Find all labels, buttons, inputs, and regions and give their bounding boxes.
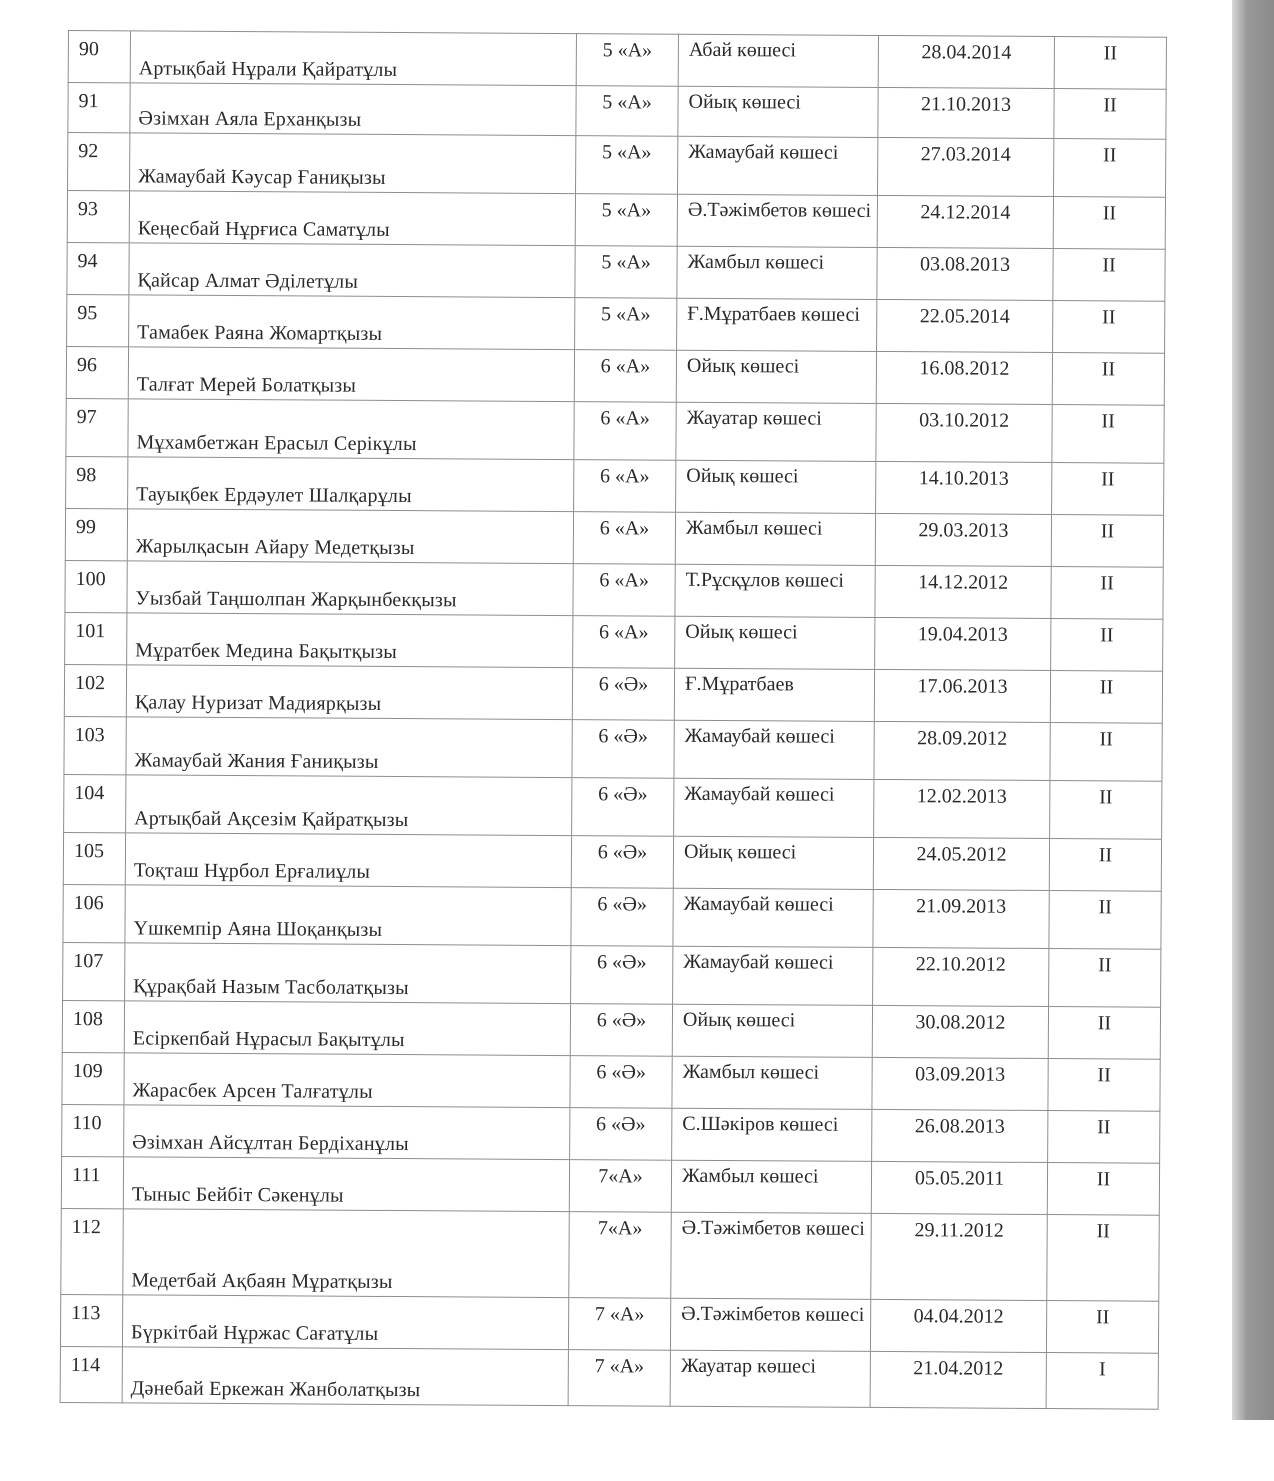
level-cell: II	[1046, 1301, 1158, 1354]
row-number: 104	[64, 774, 126, 832]
student-name: Жарасбек Арсен Талғатұлы	[124, 1053, 570, 1108]
birth-date-cell: 22.05.2014	[877, 299, 1053, 352]
level-cell: II	[1053, 249, 1165, 302]
birth-date-cell: 22.10.2012	[873, 947, 1049, 1006]
class-cell: 6 «Ә»	[572, 778, 674, 837]
table-row	[64, 774, 1162, 839]
student-name: Тамабек Раяна Жомартқызы	[129, 295, 575, 350]
level-cell: II	[1049, 839, 1161, 892]
street-cell: Жамбыл көшесі	[675, 512, 875, 565]
student-name: Тыныс Бейбіт Сәкенұлы	[123, 1157, 569, 1212]
street-cell: Жамаубай көшесі	[673, 888, 873, 947]
row-number: 98	[66, 456, 128, 508]
level-cell: II	[1051, 515, 1163, 568]
level-cell: II	[1051, 619, 1163, 672]
class-cell: 6 «А»	[574, 402, 676, 461]
row-number: 91	[68, 83, 130, 133]
birth-date-cell: 27.03.2014	[878, 137, 1054, 196]
level-cell: II	[1051, 567, 1163, 620]
street-cell: Ә.Тәжімбетов көшесі	[677, 194, 877, 247]
student-name: Жамаубай Жания Ғаниқызы	[126, 717, 572, 778]
class-cell: 5 «А»	[575, 298, 677, 351]
students-table-body	[60, 31, 1166, 1410]
street-cell: Жамаубай көшесі	[674, 720, 874, 779]
birth-date-cell: 14.10.2013	[876, 461, 1052, 514]
level-cell: II	[1049, 949, 1161, 1008]
birth-date-cell: 30.08.2012	[872, 1005, 1048, 1058]
class-cell: 6 «А»	[574, 460, 676, 513]
table-row	[67, 191, 1165, 250]
class-cell: 7«А»	[569, 1160, 671, 1213]
student-name: Тауықбек Ердәулет Шалқарұлы	[128, 457, 574, 512]
class-cell: 6 «Ә»	[571, 888, 673, 947]
birth-date-cell: 14.12.2012	[875, 565, 1051, 618]
table-row	[63, 884, 1161, 949]
class-cell: 7 «А»	[568, 1350, 670, 1407]
level-cell: II	[1050, 671, 1162, 724]
table-row	[60, 1346, 1158, 1409]
street-cell: Т.Рұсқұлов көшесі	[675, 564, 875, 617]
street-cell: Ойық көшесі	[672, 1004, 872, 1057]
row-number: 102	[64, 664, 126, 716]
class-cell: 6 «Ә»	[571, 836, 673, 889]
row-number: 96	[66, 346, 128, 398]
birth-date-cell: 03.10.2012	[876, 403, 1052, 462]
birth-date-cell: 03.09.2013	[872, 1057, 1048, 1110]
birth-date-cell: 05.05.2011	[871, 1161, 1047, 1214]
street-cell: Жамбыл көшесі	[677, 246, 877, 299]
level-cell: II	[1048, 1111, 1160, 1164]
scan-page-edge	[1232, 0, 1274, 1420]
table-row	[66, 346, 1164, 405]
street-cell: Жамбыл көшесі	[671, 1160, 871, 1213]
class-cell: 7«А»	[569, 1212, 672, 1299]
student-name: Қалау Нуризат Мадиярқызы	[126, 665, 572, 720]
class-cell: 5 «А»	[576, 34, 678, 87]
row-number: 103	[64, 716, 126, 774]
level-cell: II	[1048, 1059, 1160, 1112]
table-row	[60, 1294, 1158, 1353]
level-cell: II	[1052, 405, 1164, 464]
birth-date-cell: 21.10.2013	[878, 87, 1054, 138]
class-cell: 6 «Ә»	[571, 946, 673, 1005]
table-row	[62, 1104, 1160, 1163]
birth-date-cell: 26.08.2013	[872, 1109, 1048, 1162]
class-cell: 6 «Ә»	[570, 1004, 672, 1057]
table-row	[62, 1000, 1160, 1059]
street-cell: Жамаубай көшесі	[678, 136, 878, 195]
table-row	[64, 664, 1162, 723]
student-name: Медетбай Ақбаян Мұратқызы	[123, 1209, 570, 1298]
row-number: 90	[68, 31, 130, 83]
street-cell: Абай көшесі	[678, 34, 878, 87]
class-cell: 6 «Ә»	[572, 720, 674, 779]
class-cell: 5 «А»	[575, 246, 677, 299]
student-name: Есіркепбай Нұрасыл Бақытұлы	[124, 1001, 570, 1056]
street-cell: Ә.Тәжімбетов көшесі	[671, 1212, 872, 1299]
row-number: 114	[60, 1346, 122, 1402]
level-cell: II	[1053, 301, 1165, 354]
table-row	[61, 1156, 1159, 1215]
student-name: Бүркітбай Нұржас Сағатұлы	[122, 1295, 568, 1350]
table-row	[67, 242, 1165, 301]
student-name: Мұхамбетжан Ерасыл Серікұлы	[128, 399, 574, 460]
street-cell: Жамбыл көшесі	[672, 1056, 872, 1109]
level-cell: II	[1050, 723, 1162, 782]
street-cell: Ойық көшесі	[676, 460, 876, 513]
student-name: Жарылқасын Айару Медетқызы	[127, 509, 573, 564]
row-number: 106	[63, 884, 125, 942]
street-cell: Ойық көшесі	[675, 616, 875, 669]
row-number: 107	[63, 942, 125, 1000]
row-number: 112	[61, 1208, 124, 1294]
row-number: 109	[62, 1052, 124, 1104]
table-row	[63, 942, 1161, 1007]
class-cell: 5 «А»	[575, 194, 677, 247]
birth-date-cell: 21.09.2013	[873, 889, 1049, 948]
table-row	[68, 133, 1166, 198]
table-row	[66, 456, 1164, 515]
level-cell: II	[1052, 463, 1164, 516]
row-number: 101	[65, 612, 127, 664]
street-cell: Ойық көшесі	[678, 86, 878, 137]
class-cell: 6 «Ә»	[570, 1108, 672, 1161]
class-cell: 6 «А»	[573, 616, 675, 669]
student-name: Артықбай Ақсезім Қайратқызы	[126, 775, 572, 836]
student-name: Мұратбек Медина Бақытқызы	[127, 613, 573, 668]
level-cell: II	[1053, 197, 1165, 250]
table-row	[65, 508, 1163, 567]
student-name: Әзімхан Айсұлтан Бердіханұлы	[124, 1105, 570, 1160]
class-cell: 6 «А»	[573, 564, 675, 617]
row-number: 95	[67, 294, 129, 346]
class-cell: 7 «А»	[568, 1298, 670, 1351]
birth-date-cell: 12.02.2013	[874, 779, 1050, 838]
table-row	[66, 398, 1164, 463]
students-table	[60, 30, 1167, 1410]
class-cell: 6 «А»	[574, 350, 676, 403]
student-name: Құрақбай Назым Тасболатқызы	[125, 943, 571, 1004]
class-cell: 6 «А»	[573, 512, 675, 565]
birth-date-cell: 04.04.2012	[870, 1299, 1046, 1352]
level-cell: II	[1052, 353, 1164, 406]
birth-date-cell: 24.12.2014	[877, 195, 1053, 248]
street-cell: Жамаубай көшесі	[674, 778, 874, 837]
student-name: Талғат Мерей Болатқызы	[128, 347, 574, 402]
street-cell: Ойық көшесі	[676, 350, 876, 403]
level-cell: II	[1049, 891, 1161, 950]
table-row	[65, 612, 1163, 671]
table-row	[63, 832, 1161, 891]
birth-date-cell: 19.04.2013	[875, 617, 1051, 670]
street-cell: Жамаубай көшесі	[673, 946, 873, 1005]
street-cell: Ә.Тәжімбетов көшесі	[670, 1298, 870, 1351]
birth-date-cell: 24.05.2012	[873, 837, 1049, 890]
student-name: Уызбай Таңшолпан Жарқынбекқызы	[127, 561, 573, 616]
table-row	[68, 83, 1166, 140]
student-name: Қайсар Алмат Әділетұлы	[129, 243, 575, 298]
street-cell: Ғ.Мұратбаев	[674, 668, 874, 721]
student-name: Кеңесбай Нұрғиса Саматұлы	[129, 191, 575, 246]
level-cell: II	[1048, 1007, 1160, 1060]
student-name: Әзімхан Аяла Ерханқызы	[130, 83, 576, 136]
row-number: 92	[68, 133, 130, 191]
birth-date-cell: 29.03.2013	[875, 513, 1051, 566]
table-row	[62, 1052, 1160, 1111]
street-cell: С.Шәкіров көшесі	[672, 1108, 872, 1161]
street-cell: Ойық көшесі	[673, 836, 873, 889]
scan-page-edge-bottom	[1232, 1420, 1274, 1481]
class-cell: 5 «А»	[576, 86, 678, 137]
row-number: 93	[67, 191, 129, 243]
row-number: 111	[61, 1156, 123, 1208]
level-cell: II	[1054, 37, 1166, 90]
birth-date-cell: 28.04.2014	[878, 35, 1054, 88]
street-cell: Ғ.Мұратбаев көшесі	[677, 298, 877, 351]
birth-date-cell: 03.08.2013	[877, 247, 1053, 300]
birth-date-cell: 17.06.2013	[874, 669, 1050, 722]
row-number: 100	[65, 560, 127, 612]
birth-date-cell: 28.09.2012	[874, 721, 1050, 780]
row-number: 97	[66, 398, 128, 456]
table-row	[65, 560, 1163, 619]
row-number: 110	[62, 1104, 124, 1156]
level-cell: II	[1050, 781, 1162, 840]
row-number: 94	[67, 242, 129, 294]
street-cell: Жауатар көшесі	[676, 402, 876, 461]
level-cell: II	[1054, 89, 1166, 140]
table-row	[64, 716, 1162, 781]
street-cell: Жауатар көшесі	[670, 1350, 870, 1407]
class-cell: 6 «Ә»	[570, 1056, 672, 1109]
class-cell: 5 «А»	[576, 136, 678, 195]
birth-date-cell: 21.04.2012	[870, 1351, 1046, 1408]
level-cell: II	[1054, 139, 1166, 198]
level-cell: II	[1047, 1215, 1160, 1302]
table-row	[68, 31, 1166, 90]
class-cell: 6 «Ә»	[572, 668, 674, 721]
row-number: 99	[65, 508, 127, 560]
student-name: Артықбай Нұрали Қайратұлы	[130, 31, 576, 86]
table-row	[61, 1208, 1160, 1301]
student-name: Үшкемпір Аяна Шоқанқызы	[125, 885, 571, 946]
student-name: Тоқташ Нұрбол Ерғалиұлы	[125, 833, 571, 888]
table-row	[67, 294, 1165, 353]
row-number: 108	[62, 1000, 124, 1052]
level-cell: II	[1047, 1163, 1159, 1216]
level-cell: I	[1046, 1353, 1158, 1410]
birth-date-cell: 16.08.2012	[876, 351, 1052, 404]
student-name: Жамаубай Кәусар Ғаниқызы	[130, 133, 576, 194]
row-number: 105	[63, 832, 125, 884]
student-name: Дәнебай Еркежан Жанболатқызы	[122, 1347, 568, 1406]
birth-date-cell: 29.11.2012	[871, 1213, 1048, 1300]
row-number: 113	[60, 1294, 122, 1346]
